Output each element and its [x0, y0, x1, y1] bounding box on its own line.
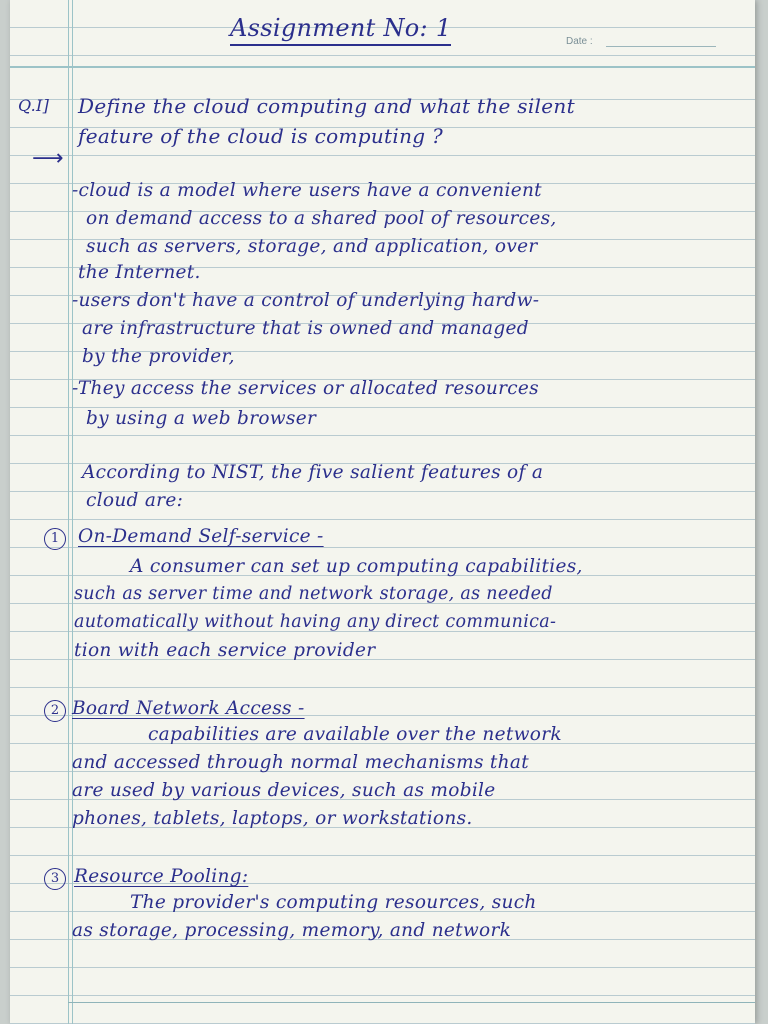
- answer-line: -cloud is a model where users have a convenient: [72, 180, 542, 201]
- feature-line: automatically without having any direct communica-: [74, 612, 557, 632]
- question-line: Define the cloud computing and what the silent: [78, 94, 575, 118]
- answer-line: are infrastructure that is owned and managed: [82, 318, 529, 339]
- arrow-icon: ⟶: [32, 146, 64, 171]
- header-rule: [10, 66, 755, 68]
- feature-heading: On-Demand Self-service -: [78, 526, 324, 547]
- answer-line: the Internet.: [78, 262, 201, 283]
- question-line: feature of the cloud is computing ?: [78, 124, 444, 148]
- feature-line: and accessed through normal mechanisms that: [72, 752, 529, 773]
- feature-heading: Board Network Access -: [72, 698, 305, 719]
- answer-line: by using a web browser: [86, 408, 317, 429]
- feature-line: such as server time and network storage, as needed: [74, 584, 553, 604]
- answer-line: such as servers, storage, and application, over: [86, 236, 538, 257]
- feature-line: capabilities are available over the network: [148, 724, 562, 745]
- answer-line: -They access the services or allocated resources: [72, 378, 539, 399]
- margin-line: [68, 0, 69, 1024]
- notebook-page: [10, 0, 755, 1024]
- feature-number-badge: 2: [44, 700, 66, 722]
- answer-line: on demand access to a shared pool of resources,: [86, 208, 557, 229]
- answer-line: by the provider,: [82, 346, 235, 367]
- bottom-rule: [68, 1002, 755, 1003]
- answer-line: cloud are:: [86, 490, 184, 511]
- date-line: [606, 46, 716, 47]
- feature-heading: Resource Pooling:: [74, 866, 249, 887]
- feature-line: tion with each service provider: [74, 640, 376, 661]
- feature-line: A consumer can set up computing capabilities,: [130, 556, 583, 577]
- feature-line: phones, tablets, laptops, or workstations.: [72, 808, 473, 829]
- margin-line: [72, 0, 73, 1024]
- answer-line: According to NIST, the five salient features of a: [82, 462, 544, 483]
- page-title: Assignment No: 1: [230, 14, 451, 46]
- feature-number-badge: 3: [44, 868, 66, 890]
- feature-line: as storage, processing, memory, and network: [72, 920, 512, 941]
- feature-line: The provider's computing resources, such: [130, 892, 537, 913]
- question-marker: Q.I]: [18, 96, 50, 115]
- date-label: Date :: [566, 36, 593, 47]
- feature-number-badge: 1: [44, 528, 66, 550]
- answer-line: -users don't have a control of underlying hardw-: [72, 290, 540, 311]
- feature-line: are used by various devices, such as mobile: [72, 780, 496, 801]
